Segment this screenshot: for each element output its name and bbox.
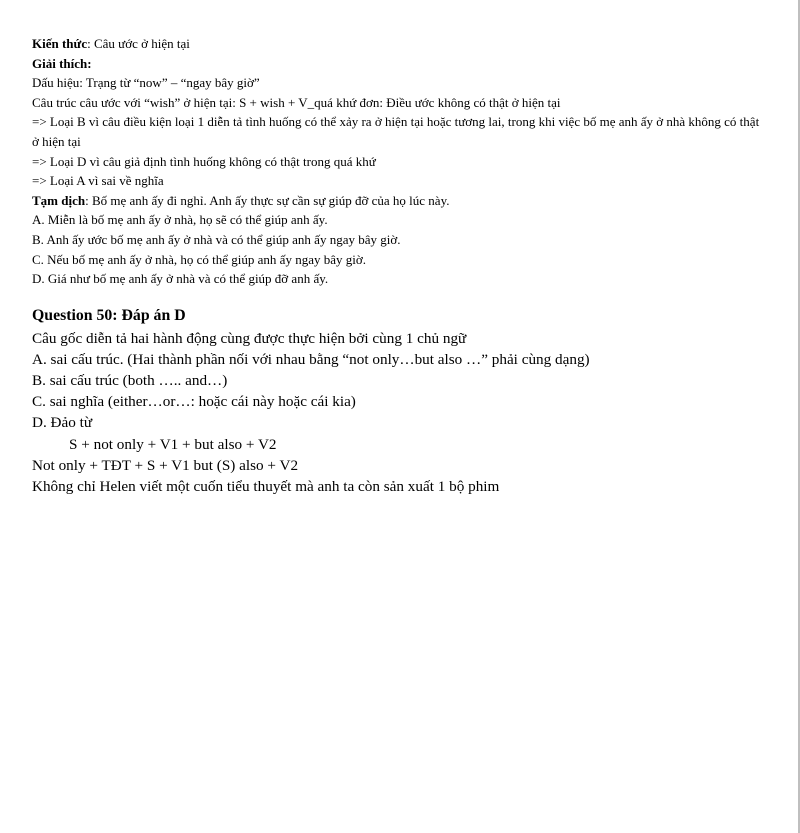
q50-option-c: C. sai nghĩa (either…or…: hoặc cái này hoặc cái kia) xyxy=(32,393,356,411)
q50-option-b: B. sai cấu trúc (both ….. and…) xyxy=(32,372,228,390)
q50-formula-2: Not only + TĐT + S + V1 but (S) also + V2 xyxy=(32,456,299,474)
option-b-line: B. Anh ấy ước bố mẹ anh ấy ở nhà và có thể giúp anh ấy ngay bây giờ. xyxy=(32,231,401,247)
question-50-heading: Question 50: Đáp án D xyxy=(32,307,186,324)
translation-text: : Bố mẹ anh ấy đi nghỉ. Anh ấy thực sự cần sự giúp đỡ của họ lúc này. xyxy=(85,192,450,208)
q50-option-d: D. Đảo từ xyxy=(32,414,93,432)
explanation-section xyxy=(32,34,762,289)
eliminate-a-line: => Loại A vì sai về nghĩa xyxy=(32,173,164,189)
eliminate-d-line: => Loại D vì câu giả định tình huống không có thật trong quá khứ xyxy=(32,153,376,169)
option-c-line: C. Nếu bố mẹ anh ấy ở nhà, họ có thể giúp anh ấy ngay bây giờ. xyxy=(32,251,366,267)
knowledge-label: Kiến thức xyxy=(32,36,88,51)
knowledge-line xyxy=(32,34,762,54)
option-d-line: D. Giá như bố mẹ anh ấy ở nhà và có thể giúp đỡ anh ấy. xyxy=(32,271,329,287)
q50-option-a: A. sai cấu trúc. (Hai thành phần nối với nhau bằng “not only…but also …” phải cùng dạng) xyxy=(32,351,590,369)
question-50-section xyxy=(32,305,772,497)
q50-translation: Không chỉ Helen viết một cuốn tiểu thuyết mà anh ta còn sản xuất 1 bộ phim xyxy=(32,477,500,495)
eliminate-b-line: => Loại B vì câu điều kiện loại 1 diễn tả tình huống có thể xảy ra ở hiện tại hoặc tương lai, trong khi việc bố mẹ anh ấy ở nhà không có thật ở hiện tại xyxy=(32,114,760,149)
signal-line: Dấu hiệu: Trạng từ “now” – “ngay bây giờ” xyxy=(32,75,260,91)
structure-line: Câu trúc câu ước với “wish” ở hiện tại: S + wish + V_quá khứ đơn: Điều ước không có thật ở hiện tại xyxy=(32,94,561,110)
translation-line xyxy=(32,191,762,211)
q50-intro: Câu gốc diễn tả hai hành động cùng được thực hiện bởi cùng 1 chủ ngữ xyxy=(32,330,467,348)
knowledge-text: : Câu ước ở hiện tại xyxy=(87,36,190,51)
q50-formula-1: S + not only + V1 + but also + V2 xyxy=(69,435,277,453)
translation-label: Tạm dịch xyxy=(32,192,86,208)
option-a-line: A. Miễn là bố mẹ anh ấy ở nhà, họ sẽ có thể giúp anh ấy. xyxy=(32,212,328,228)
explanation-label: Giải thích: xyxy=(32,55,92,71)
